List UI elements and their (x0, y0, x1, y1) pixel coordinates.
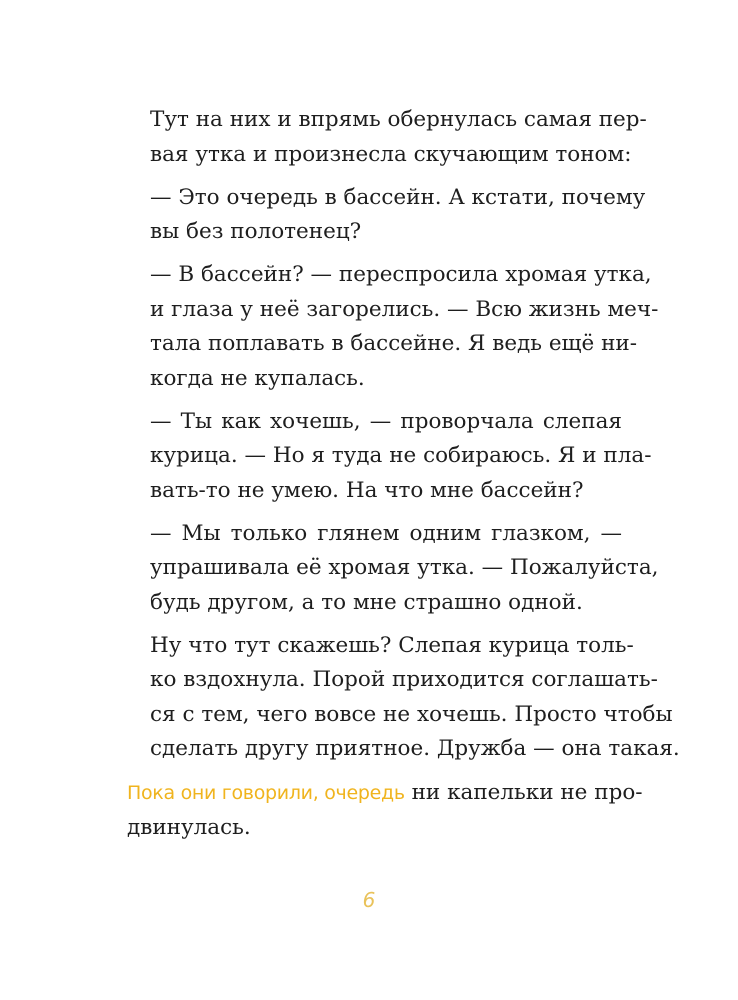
final-paragraph (127, 776, 643, 845)
paragraph-5 (127, 517, 659, 621)
text-line: — Мы только глянем одним глазком, — (150, 520, 622, 546)
text-line: вая утка и произнесла скучающим тоном: (150, 141, 632, 167)
highlighted-lead-in: Пока они говорили, очередь (127, 782, 405, 804)
text-line: — В бассейн? — переспросила хромая утка, (150, 262, 652, 287)
text-line: вы без полотенец? (150, 219, 362, 244)
text-line: вать-то не умею. На что мне бассейн? (150, 477, 584, 503)
paragraph-2 (127, 181, 646, 250)
paragraph-6 (127, 629, 680, 767)
text-line (127, 776, 643, 811)
text-line: Тут на них и впрямь обернулась самая пер- (150, 107, 647, 132)
page-number: 6 (362, 888, 376, 912)
text-line: тала поплавать в бассейне. Я ведь ещё ни- (150, 331, 638, 356)
paragraph-1 (127, 103, 647, 172)
text-line: Ну что тут скажешь? Слепая курица толь- (150, 632, 634, 658)
text-line: двинулась. (127, 814, 251, 840)
text-line: будь другом, а то мне страшно одной. (150, 589, 583, 615)
text-line: ко вздохнула. Порой приходится соглашать- (150, 667, 658, 692)
text-line: упрашивала её хромая утка. — Пожалуйста, (150, 555, 659, 580)
text-line: и глаза у неё загорелись. — Всю жизнь меч- (150, 296, 659, 322)
text-line: когда не купалась. (150, 365, 365, 391)
paragraph-4 (127, 405, 652, 509)
paragraph-3 (127, 258, 659, 396)
text-line: — Ты как хочешь, — проворчала слепая (150, 408, 622, 434)
text-line: — Это очередь в бассейн. А кстати, почему (150, 184, 646, 210)
text-fragment: ни капельки не про- (404, 780, 643, 805)
story-text (127, 103, 680, 775)
text-line: курица. — Но я туда не собираюсь. Я и пла- (150, 443, 652, 468)
text-line: сделать другу приятное. Дружба — она такая. (150, 736, 680, 761)
text-line: ся с тем, чего вовсе не хочешь. Просто чтобы (150, 701, 673, 727)
